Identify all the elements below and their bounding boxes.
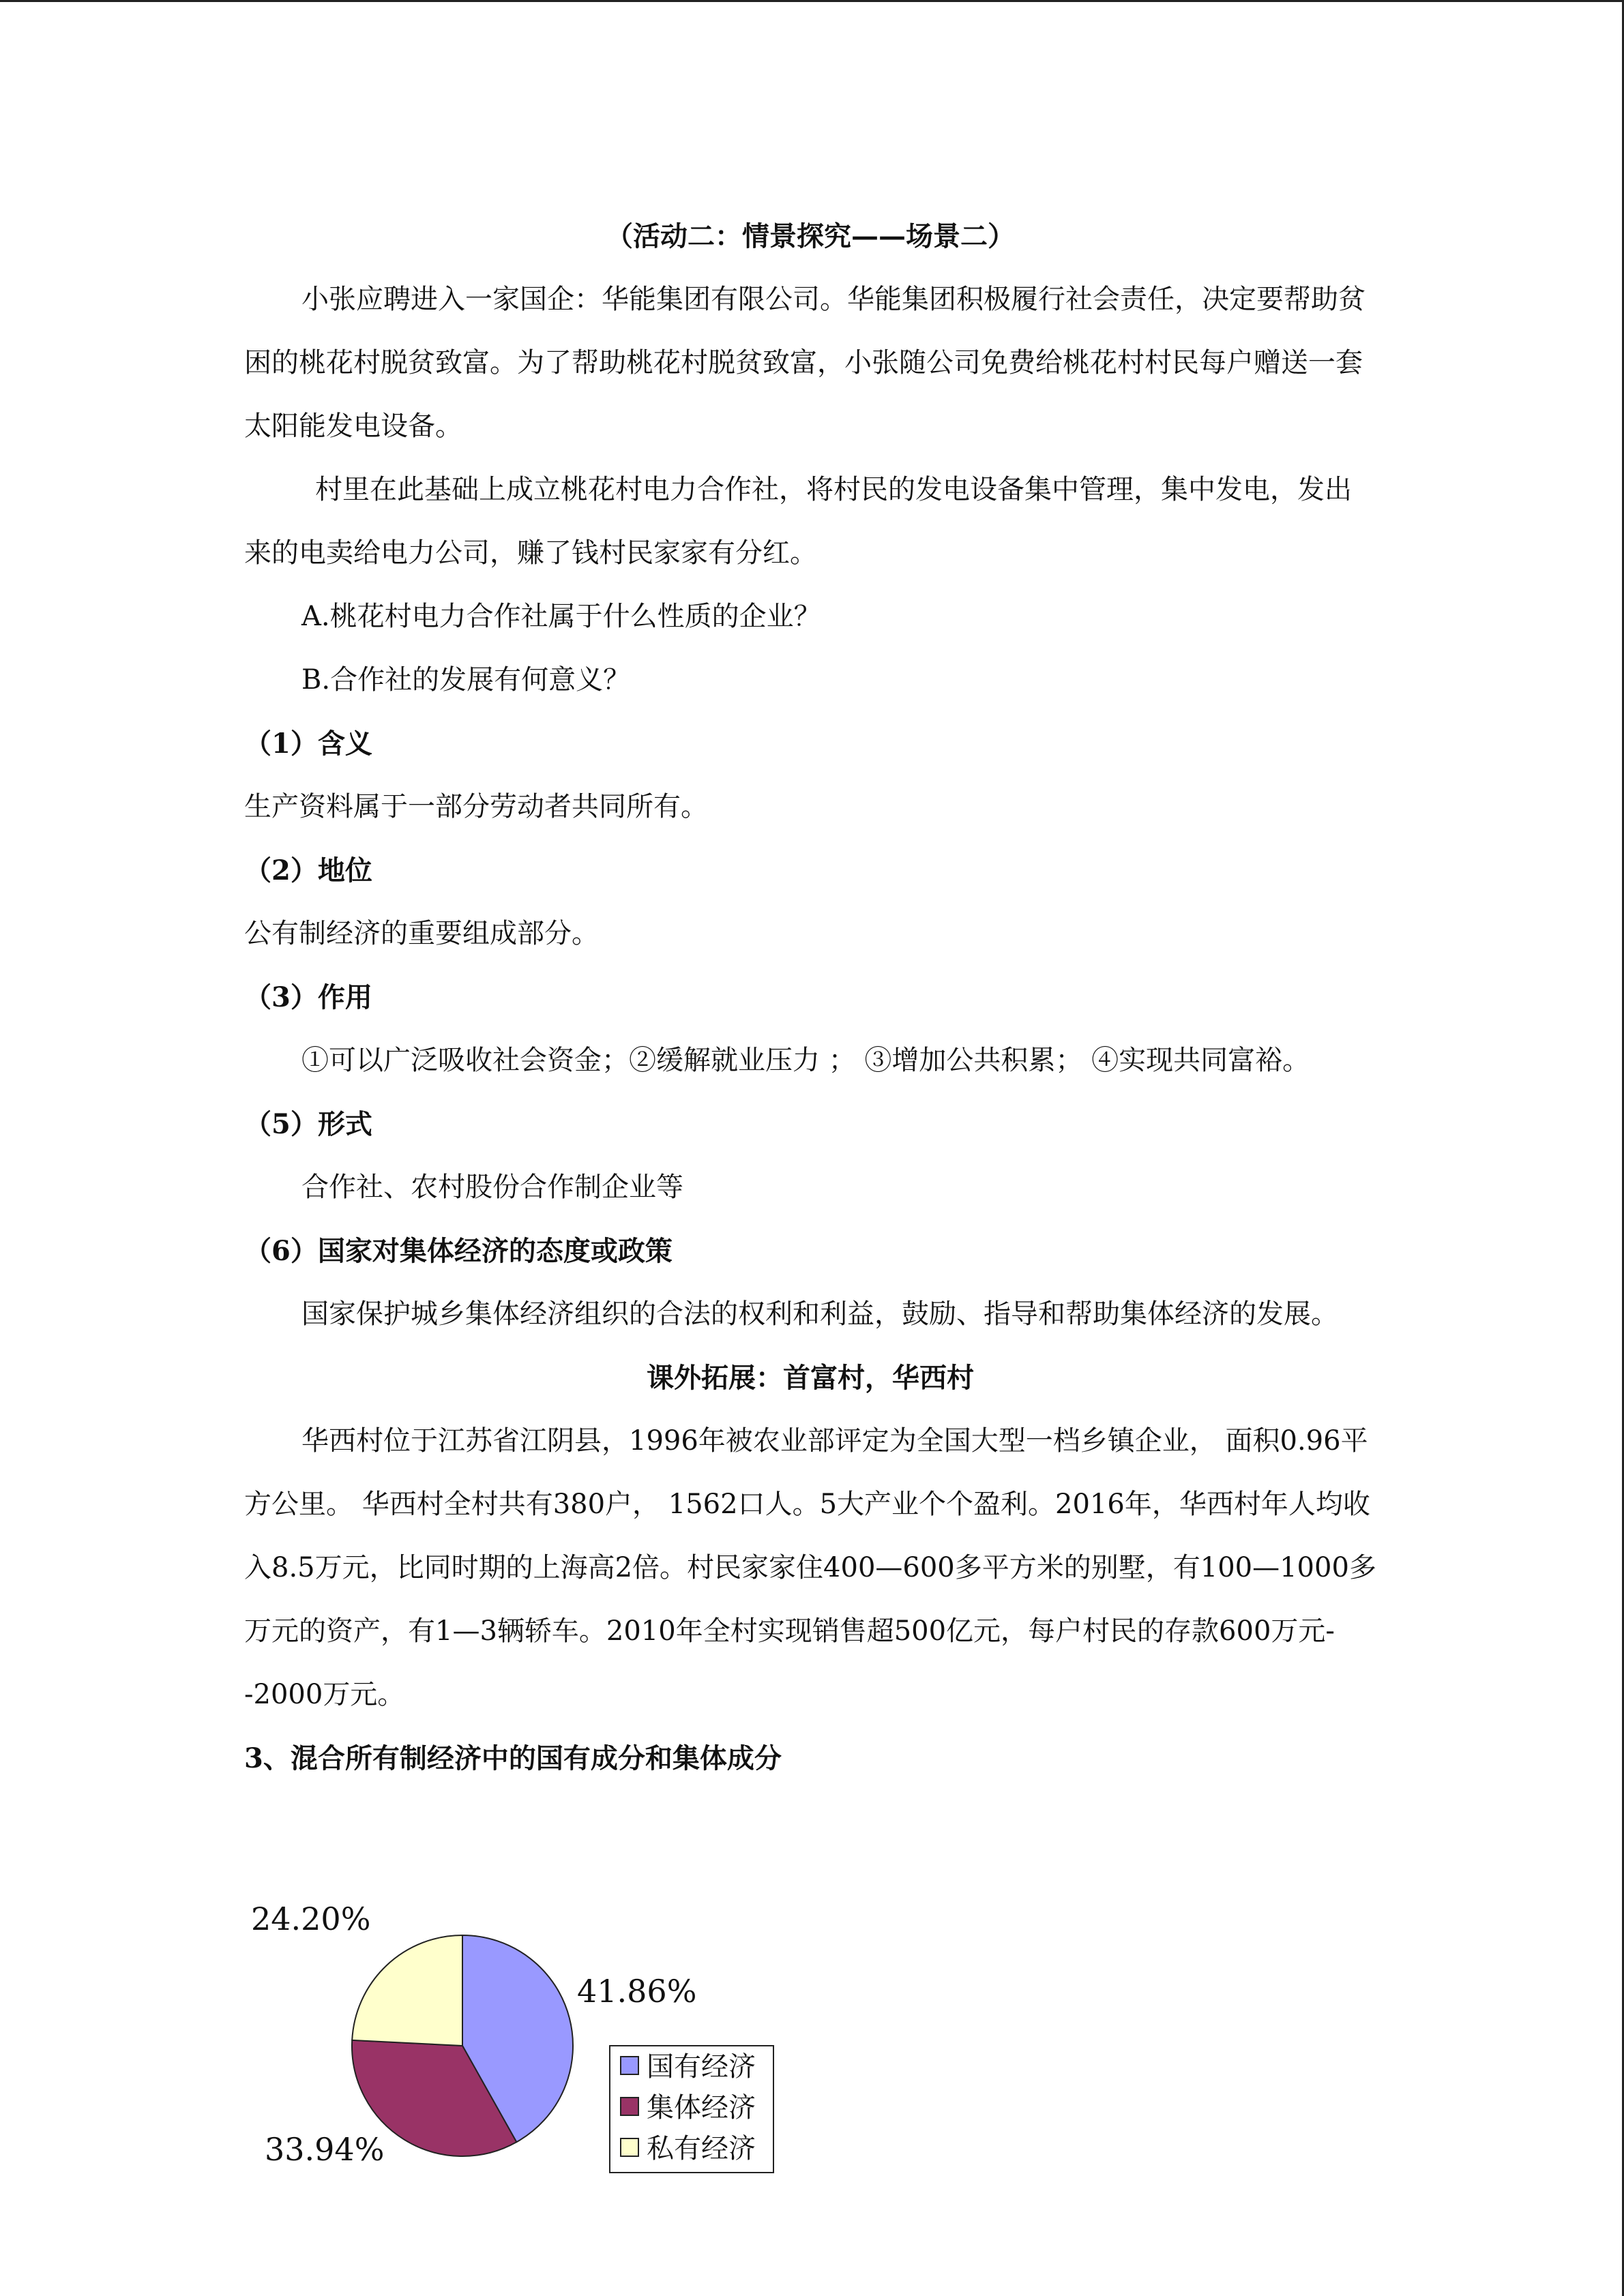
text-form: 合作社、农村股份合作制企业等 <box>301 1172 683 1203</box>
document-body <box>244 205 1376 1790</box>
activity-title: （活动二：情景探究——场景二） <box>606 220 1015 252</box>
pie-slice-3 <box>352 1935 462 2046</box>
heading-form: （5）形式 <box>244 1108 372 1140</box>
heading-role: （3）作用 <box>244 981 372 1013</box>
legend-swatch-2 <box>621 2098 638 2115</box>
legend-label-2: 集体经济 <box>647 2092 756 2123</box>
section3-title: 3、混合所有制经济中的国有成分和集体成分 <box>244 1742 782 1774</box>
heading-meaning: （1）含义 <box>244 728 372 760</box>
page-top-border <box>0 0 1624 2</box>
value-label-3: 24.20% <box>251 1900 371 1937</box>
question-a: A.桃花村电力合作社属于什么性质的企业？ <box>301 601 821 632</box>
text-status: 公有制经济的重要组成部分。 <box>244 918 599 949</box>
text-role: ①可以广泛吸收社会资金；②缓解就业压力 ； ③增加公共积累； ④实现共同富裕。 <box>301 1045 1310 1076</box>
text-meaning: 生产资料属于一部分劳动者共同所有。 <box>244 791 708 822</box>
value-label-1: 41.86% <box>577 1973 697 2010</box>
scene-paragraph-2: 村里在此基础上成立桃花村电力合作社，将村民的发电设备集中管理，集中发电，发出来的电卖给电力公司，赚了钱村民家家有分红。 <box>244 474 1352 569</box>
scene-paragraph-1: 小张应聘进入一家国企：华能集团有限公司。华能集团积极履行社会责任，决定要帮助贫困的桃花村脱贫致富。为了帮助桃花村脱贫致富，小张随公司免费给桃花村村民每户赠送一套太阳能发电设备。 <box>244 284 1365 442</box>
heading-policy: （6）国家对集体经济的态度或政策 <box>244 1235 673 1267</box>
question-b: B.合作社的发展有何意义？ <box>301 664 631 696</box>
ownership-pie-chart <box>244 1882 803 2182</box>
legend-label-3: 私有经济 <box>647 2133 756 2164</box>
extension-paragraph: 华西村位于江苏省江阴县，1996年被农业部评定为全国大型一档乡镇企业， 面积0.96平方公里。 华西村全村共有380户， 1562口人。5大产业个个盈利。2016年，华西村年人均收入8.5万元，比同时期的上海高2倍。村民家家住400—600多平方米的别墅，有100—1000多万元的资产，有1—3辆轿车。2010年全村实现销售超500亿元，每户村民的存款600万元--2000万元。 <box>244 1425 1376 1710</box>
heading-status: （2）地位 <box>244 854 372 886</box>
text-policy: 国家保护城乡集体经济组织的合法的权利和利益，鼓励、指导和帮助集体经济的发展。 <box>301 1298 1338 1330</box>
legend-swatch-3 <box>621 2138 638 2156</box>
value-label-2: 33.94% <box>265 2131 385 2168</box>
extension-title: 课外拓展：首富村，华西村 <box>647 1362 974 1394</box>
legend-swatch-1 <box>621 2057 638 2074</box>
legend-label-1: 国有经济 <box>647 2051 756 2083</box>
